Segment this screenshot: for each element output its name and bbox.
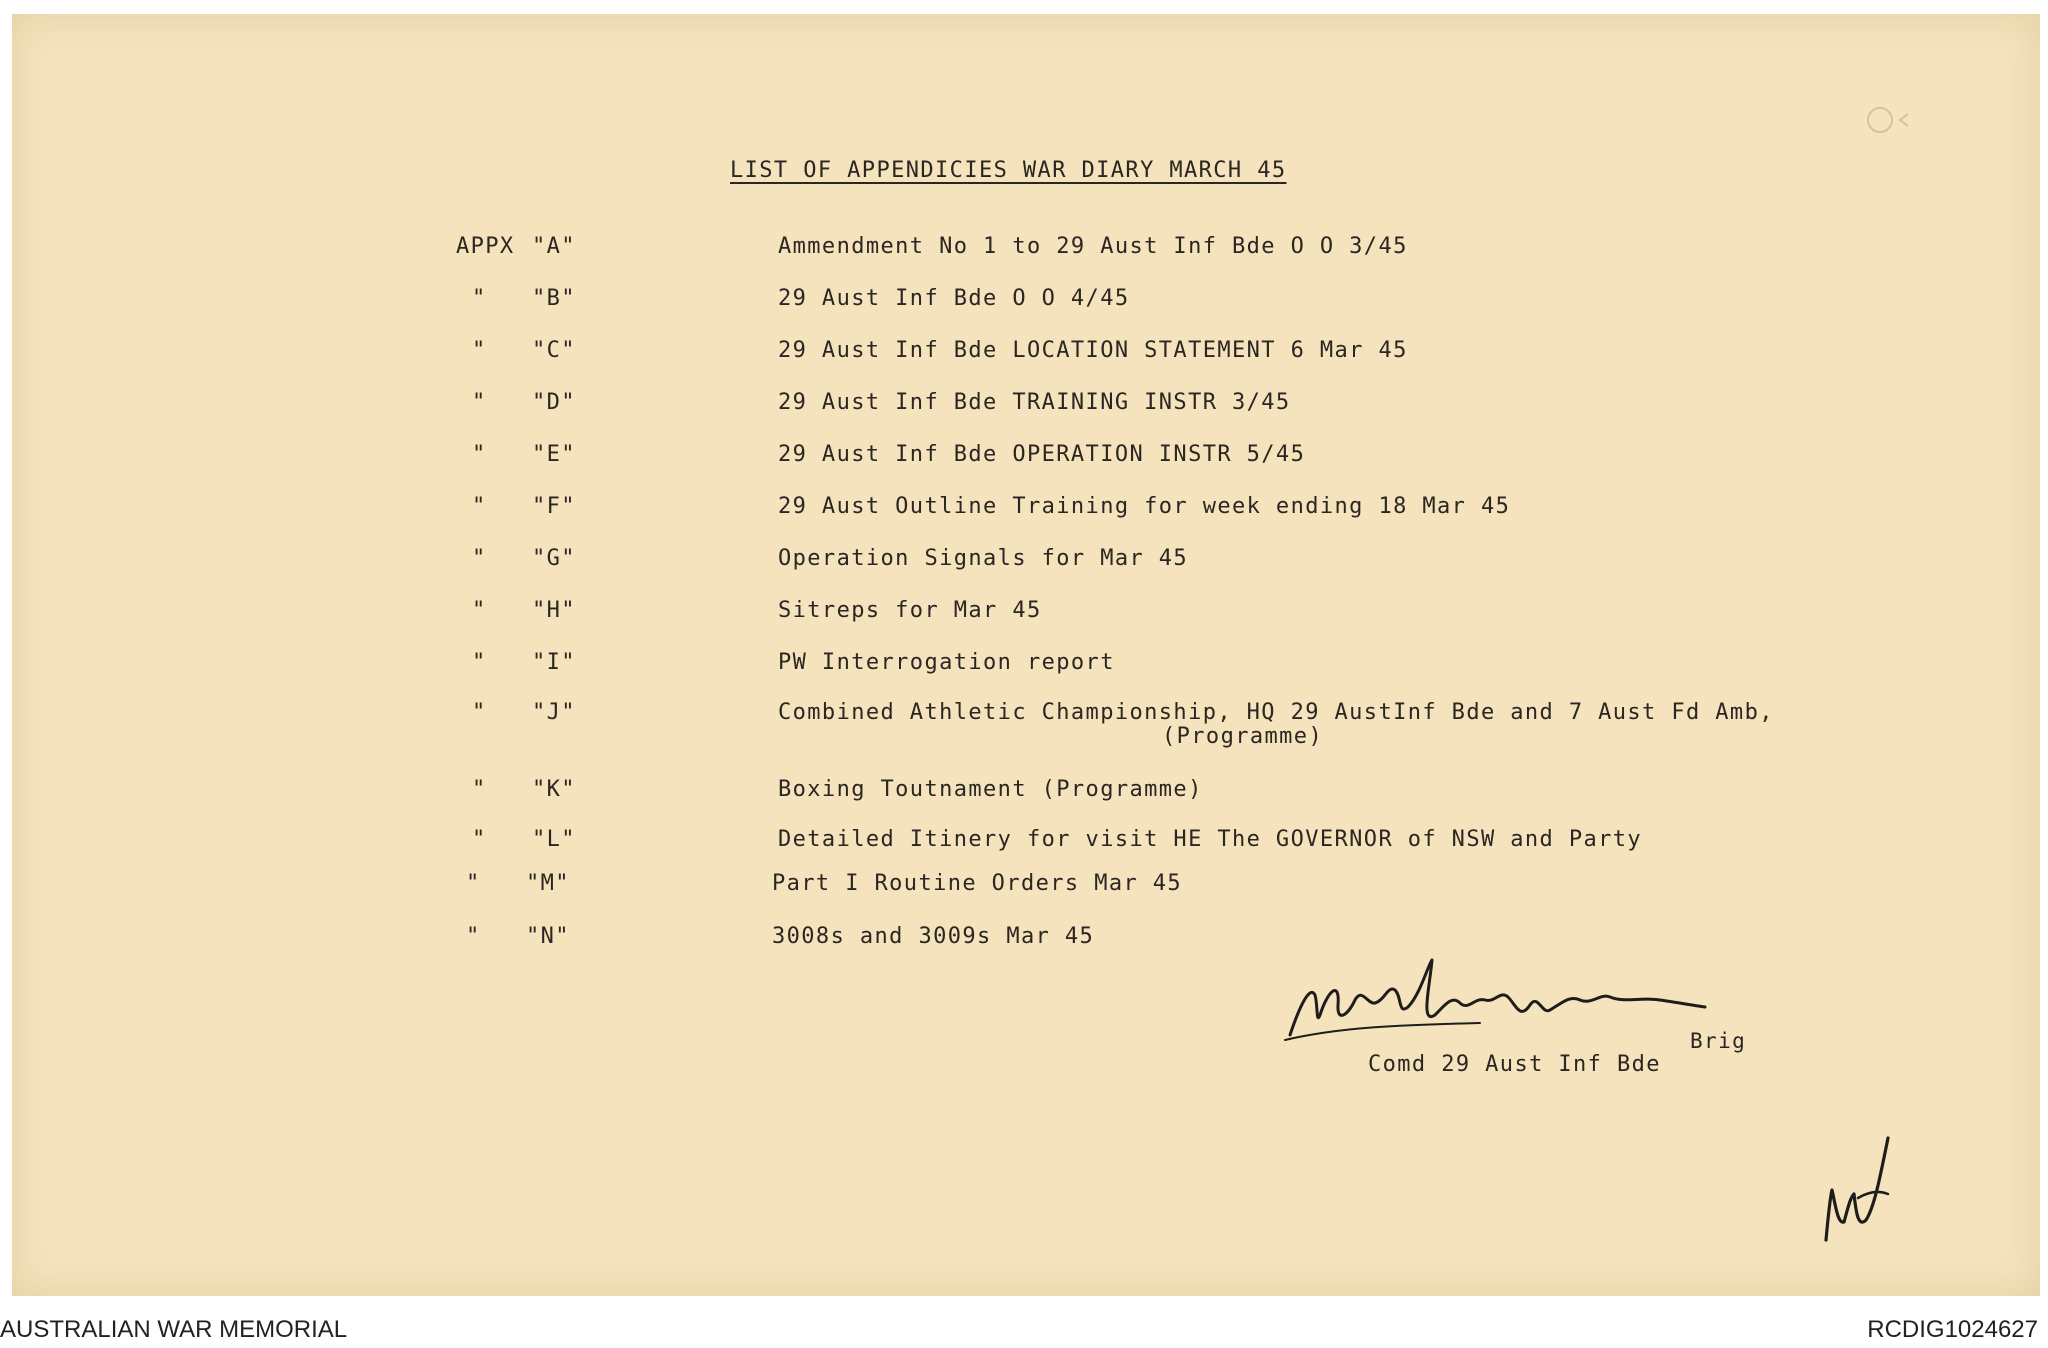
- entry-code: "A": [532, 234, 576, 259]
- entry-code: "D": [532, 390, 576, 415]
- ditto-mark: ": [472, 598, 487, 623]
- entry-description: Ammendment No 1 to 29 Aust Inf Bde O O 3/45: [778, 234, 1408, 259]
- entry-description: Sitreps for Mar 45: [778, 598, 1042, 623]
- ditto-mark: ": [466, 924, 481, 949]
- document-title: LIST OF APPENDICIES WAR DIARY MARCH 45: [730, 158, 1287, 183]
- ditto-mark: ": [472, 777, 487, 802]
- ditto-mark: ": [472, 286, 487, 311]
- ditto-mark: ": [472, 442, 487, 467]
- entry-description: Boxing Toutnament (Programme): [778, 777, 1203, 802]
- ditto-mark: ": [466, 871, 481, 896]
- entry-description: PW Interrogation report: [778, 650, 1115, 675]
- entry-description: Combined Athletic Championship, HQ 29 AustInf Bde and 7 Aust Fd Amb,: [778, 700, 1774, 725]
- entry-code: "I": [532, 650, 576, 675]
- entry-description: 29 Aust Inf Bde O O 4/45: [778, 286, 1130, 311]
- entry-code: "J": [532, 700, 576, 725]
- entry-code: "F": [532, 494, 576, 519]
- ditto-mark: ": [472, 546, 487, 571]
- footer-archive-name: AUSTRALIAN WAR MEMORIAL: [0, 1316, 348, 1343]
- ditto-mark: ": [472, 494, 487, 519]
- entry-code: "G": [532, 546, 576, 571]
- entry-description: 29 Aust Inf Bde LOCATION STATEMENT 6 Mar 45: [778, 338, 1408, 363]
- entry-description: Part I Routine Orders Mar 45: [772, 871, 1183, 896]
- entry-code: "E": [532, 442, 576, 467]
- signature-rank: Brig: [1690, 1029, 1747, 1053]
- entry-subtext: (Programme): [1162, 724, 1324, 749]
- ditto-mark: ": [472, 700, 487, 725]
- entry-code: "N": [526, 924, 570, 949]
- ditto-mark: ": [472, 390, 487, 415]
- entry-description: 29 Aust Inf Bde TRAINING INSTR 3/45: [778, 390, 1291, 415]
- entry-code: "C": [532, 338, 576, 363]
- entry-description: Detailed Itinery for visit HE The GOVERNOR of NSW and Party: [778, 827, 1643, 852]
- embossed-mark: [1860, 100, 1930, 140]
- signature-title: Comd 29 Aust Inf Bde: [1368, 1052, 1661, 1077]
- entry-description: 3008s and 3009s Mar 45: [772, 924, 1095, 949]
- handwritten-initials: [1818, 1128, 1898, 1248]
- entry-code: "K": [532, 777, 576, 802]
- ditto-mark: ": [472, 650, 487, 675]
- entry-description: 29 Aust Outline Training for week ending 18 Mar 45: [778, 494, 1511, 519]
- footer-record-id: RCDIG1024627: [1867, 1316, 2038, 1343]
- ditto-mark: ": [472, 827, 487, 852]
- entry-description: Operation Signals for Mar 45: [778, 546, 1189, 571]
- entry-code: "M": [526, 871, 570, 896]
- ditto-mark: ": [472, 338, 487, 363]
- entry-code: "B": [532, 286, 576, 311]
- appx-label: APPX: [456, 234, 515, 259]
- entry-description: 29 Aust Inf Bde OPERATION INSTR 5/45: [778, 442, 1306, 467]
- entry-code: "H": [532, 598, 576, 623]
- entry-code: "L": [532, 827, 576, 852]
- handwritten-signature: [1280, 945, 1720, 1055]
